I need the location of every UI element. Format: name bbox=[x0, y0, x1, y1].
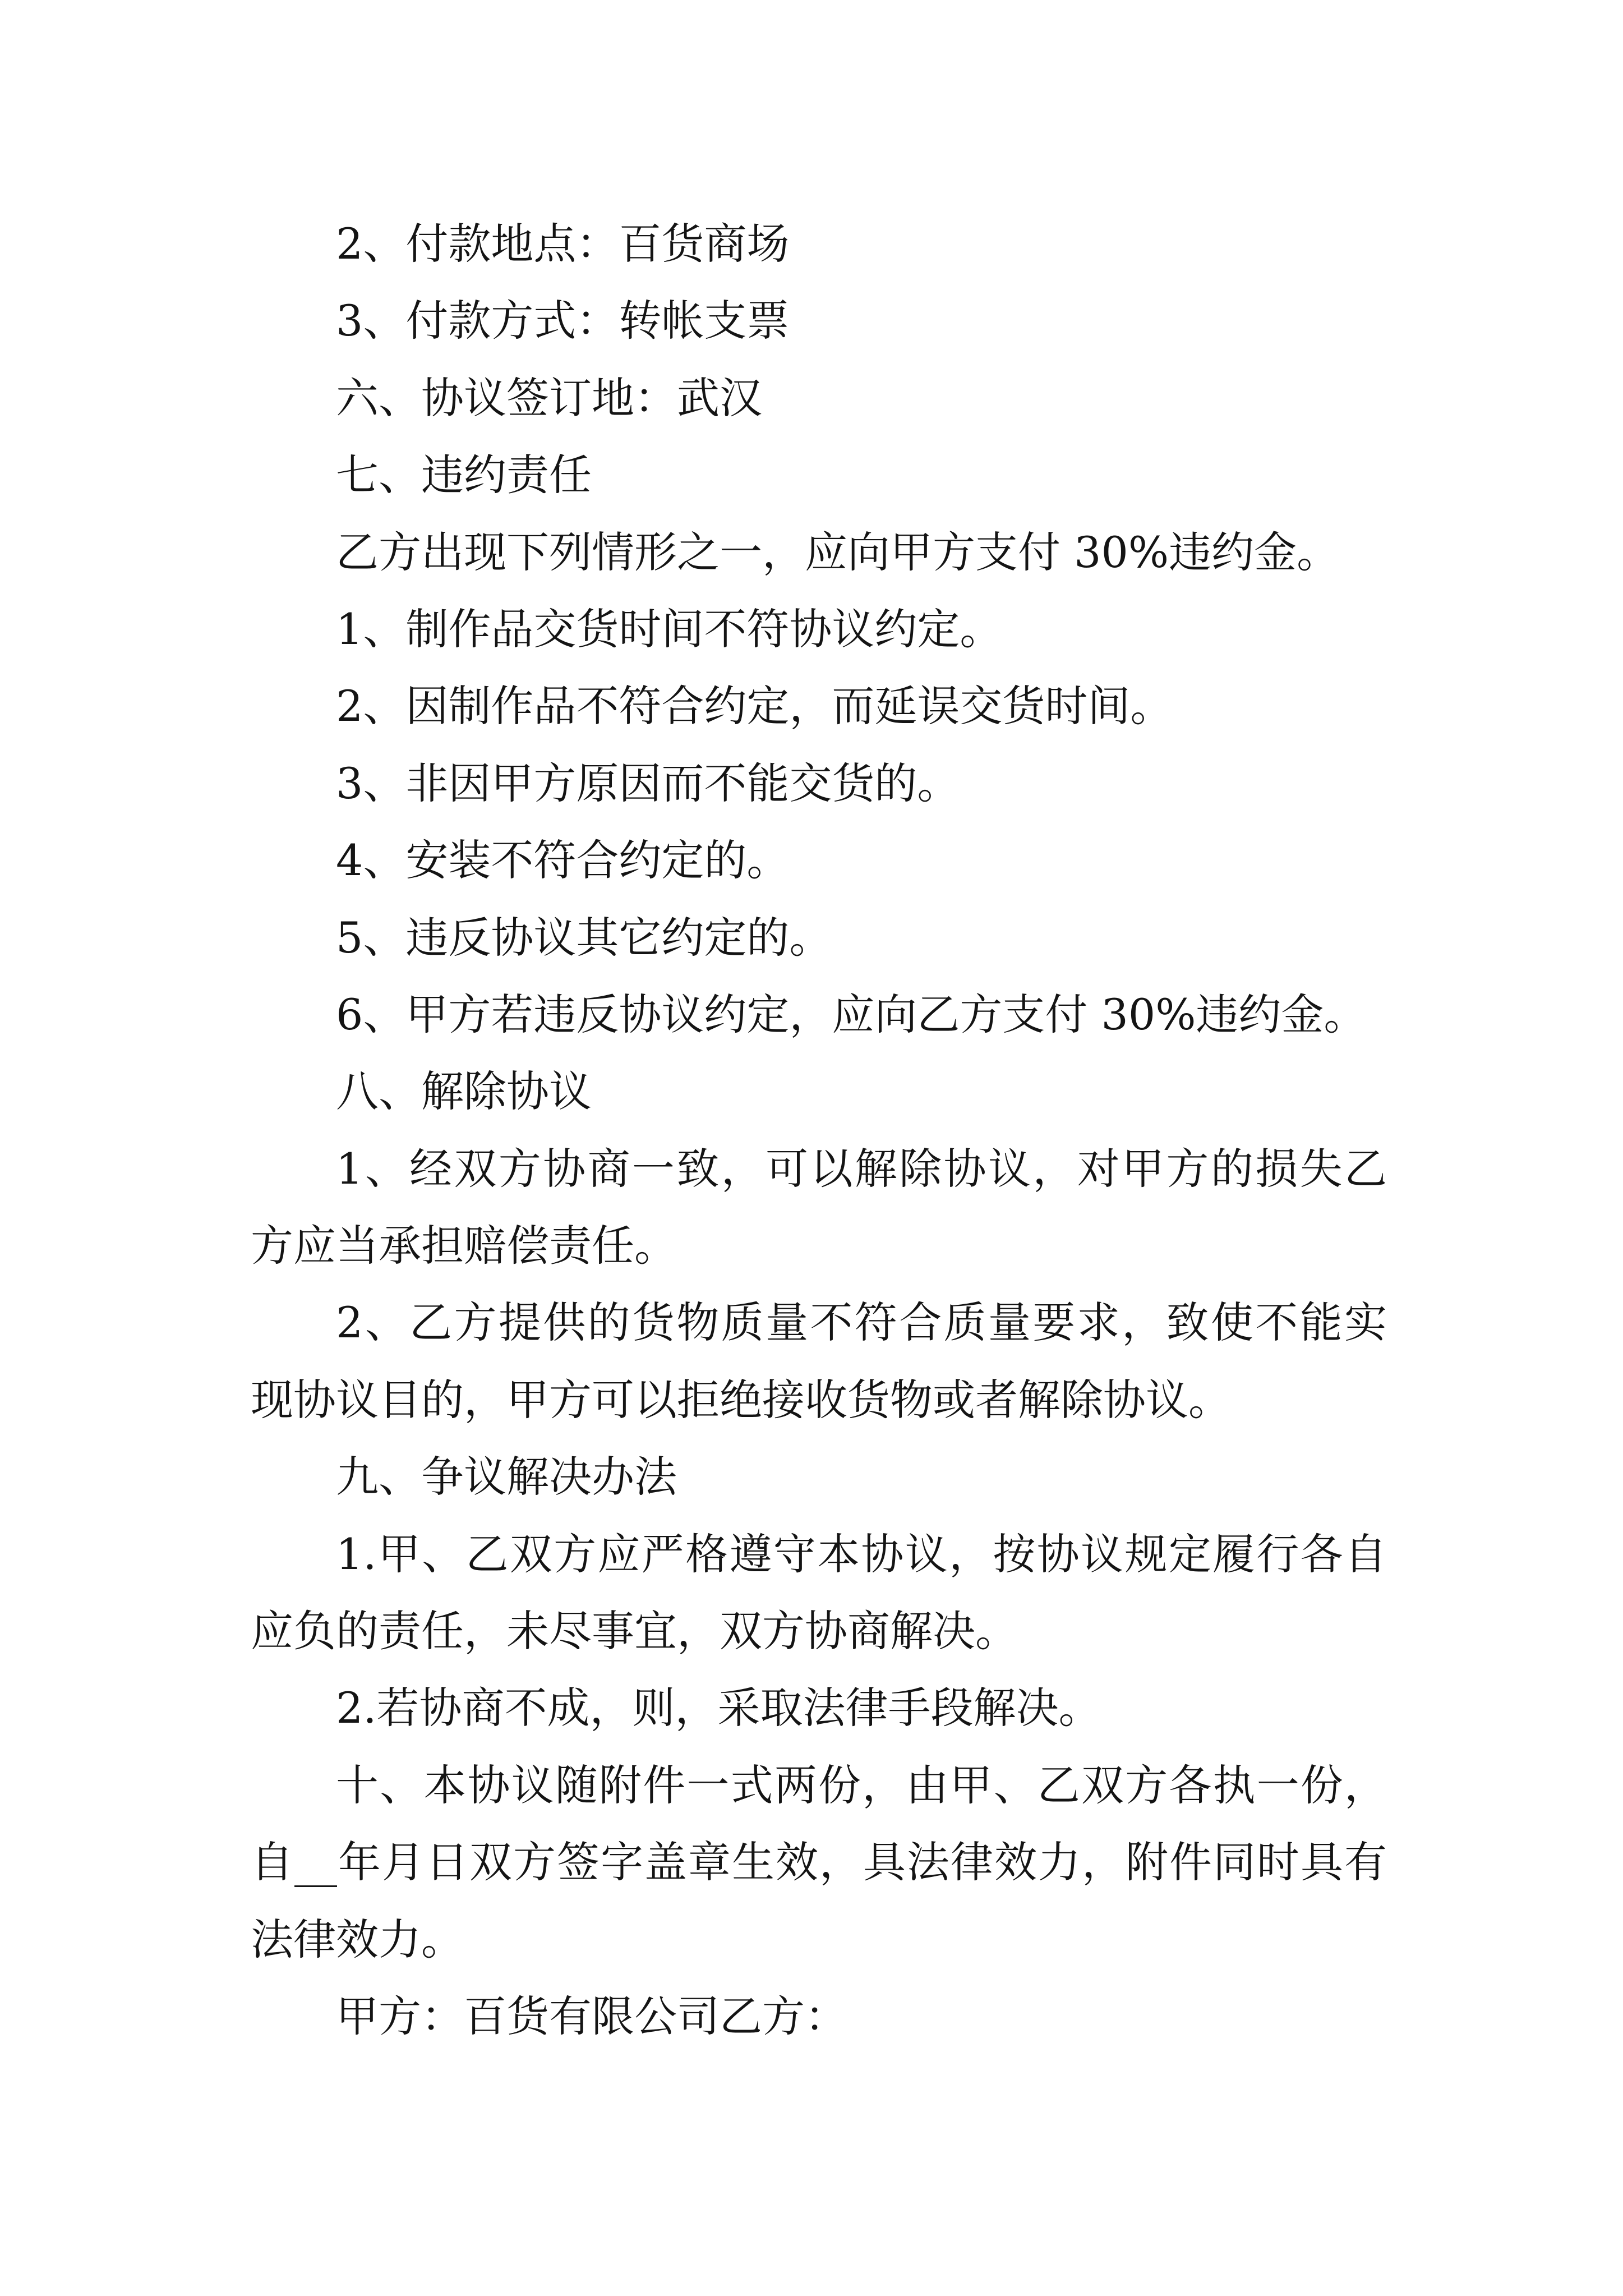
text-line: 3、付款方式：转帐支票 bbox=[336, 296, 790, 346]
text-line: 自__年月日双方签字盖章生效，具法律效力，附件同时具有 bbox=[251, 1837, 1387, 1888]
termination-item bbox=[251, 1130, 1387, 1285]
text-line: 3、非因甲方原因而不能交货的。 bbox=[336, 758, 960, 808]
breach-item bbox=[251, 591, 1387, 668]
dispute-resolution-item bbox=[251, 1669, 1387, 1746]
breach-item bbox=[251, 668, 1387, 744]
text-line: 方应当承担赔偿责任。 bbox=[251, 1221, 677, 1271]
text-line: 2、乙方提供的货物质量不符合质量要求，致使不能实 bbox=[336, 1297, 1387, 1348]
breach-item bbox=[251, 745, 1387, 822]
breach-liability-intro bbox=[251, 514, 1387, 591]
signature-line bbox=[251, 1978, 1387, 2055]
copies-and-effect-clause bbox=[251, 1747, 1387, 1978]
payment-location-clause bbox=[251, 205, 1387, 282]
text-line: 应负的责任，未尽事宜，双方协商解决。 bbox=[251, 1606, 1018, 1657]
text-line: 六、协议签订地：武汉 bbox=[336, 372, 762, 423]
dispute-resolution-item bbox=[251, 1516, 1387, 1670]
text-line: 甲方：百货有限公司乙方： bbox=[336, 1991, 847, 2041]
text-line: 1.甲、乙双方应严格遵守本协议，按协议规定履行各自 bbox=[336, 1529, 1387, 1579]
text-line: 现协议目的，甲方可以拒绝接收货物或者解除协议。 bbox=[251, 1374, 1231, 1425]
termination-heading bbox=[251, 1053, 1387, 1130]
text-line: 八、解除协议 bbox=[336, 1066, 592, 1117]
text-line: 1、经双方协商一致，可以解除协议，对甲方的损失乙 bbox=[336, 1143, 1387, 1194]
payment-method-clause bbox=[251, 282, 1387, 359]
document-body bbox=[251, 205, 1387, 2055]
text-line: 6、甲方若违反协议约定，应向乙方支付 30%违约金。 bbox=[336, 989, 1367, 1039]
text-line: 法律效力。 bbox=[251, 1914, 464, 1964]
dispute-resolution-heading bbox=[251, 1438, 1387, 1515]
text-line: 十、本协议随附件一式两份，由甲、乙双方各执一份， bbox=[336, 1760, 1387, 1810]
breach-liability-heading bbox=[251, 436, 1387, 513]
text-line: 2、因制作品不符合约定，而延误交货时间。 bbox=[336, 681, 1173, 731]
text-line: 1、制作品交货时间不符协议约定。 bbox=[336, 604, 1003, 654]
text-line: 九、争议解决办法 bbox=[336, 1452, 677, 1502]
signing-place-clause bbox=[251, 360, 1387, 436]
text-line: 七、违约责任 bbox=[336, 450, 592, 500]
breach-item bbox=[251, 899, 1387, 976]
breach-item bbox=[251, 976, 1387, 1053]
text-line: 5、违反协议其它约定的。 bbox=[336, 912, 832, 963]
text-line: 2、付款地点：百货商场 bbox=[336, 219, 790, 269]
text-line: 4、安装不符合约定的。 bbox=[336, 835, 790, 886]
text-line: 乙方出现下列情形之一，应向甲方支付 30%违约金。 bbox=[336, 527, 1340, 577]
breach-item bbox=[251, 822, 1387, 899]
text-line: 2.若协商不成，则，采取法律手段解决。 bbox=[336, 1683, 1101, 1733]
termination-item bbox=[251, 1284, 1387, 1438]
